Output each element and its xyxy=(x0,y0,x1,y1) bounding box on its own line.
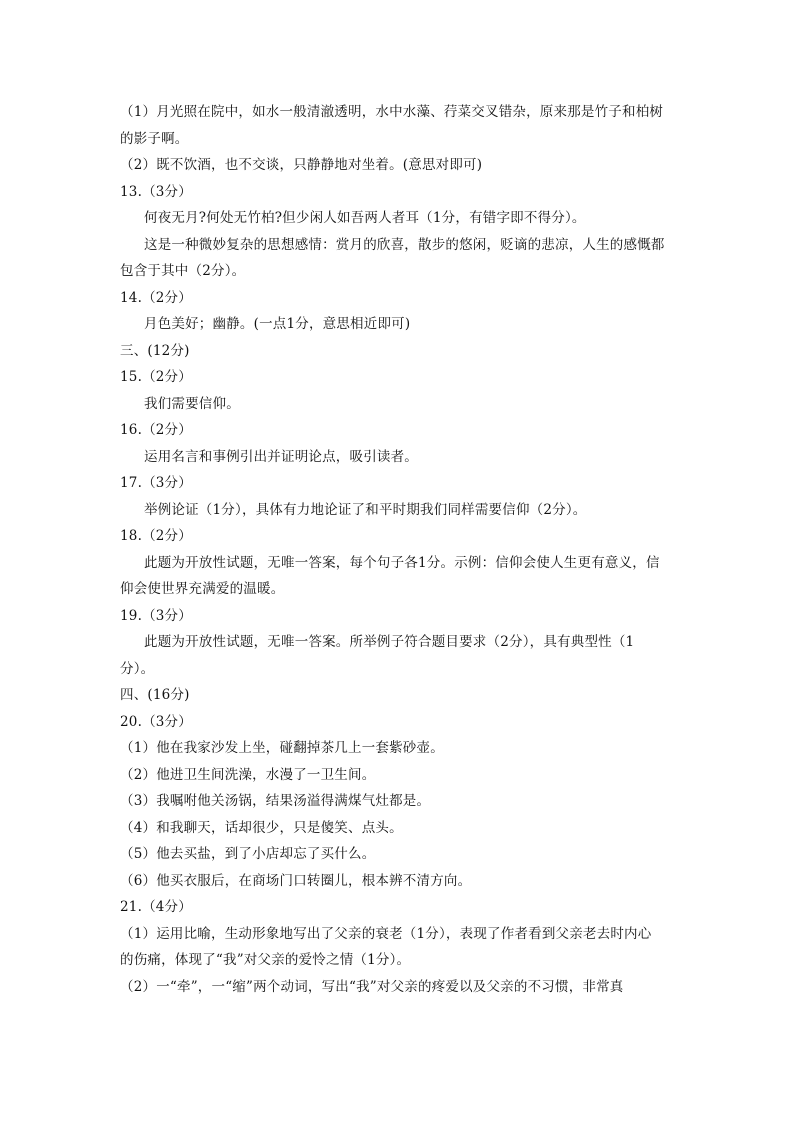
text-line: 17.（3分） xyxy=(120,475,192,491)
text-line: （5）他去买盐，到了小店却忘了买什么。 xyxy=(120,846,376,862)
text-line: 此题为开放性试题，无唯一答案。所举例子符合题目要求（2分），具有典型性（1 xyxy=(144,634,635,650)
text-line: 的影子啊。 xyxy=(120,130,189,147)
text-line: 21.（4分） xyxy=(120,899,192,915)
text-line: （2）一“牵”，一“缩”两个动词，写出“我”对父亲的疼爱以及父亲的不习惯，非常真 xyxy=(120,978,624,995)
text-line: （6）他买衣服后，在商场门口转圈儿，根本辨不清方向。 xyxy=(120,872,472,889)
text-line: 19.（3分） xyxy=(120,607,192,624)
text-line: 我们需要信仰。 xyxy=(144,395,240,412)
text-line: （1）运用比喻，生动形象地写出了父亲的衰老（1分），表现了作者看到父亲老去时内心 xyxy=(120,925,652,942)
text-line: （3）我嘱咐他关汤锅，结果汤溢得满煤气灶都是。 xyxy=(120,793,431,809)
answer-document xyxy=(120,99,680,1000)
text-line: 此题为开放性试题，无唯一答案，每个句子各1分。示例：信仰会使人生更有意义，信 xyxy=(144,554,660,571)
text-line: 四、(16分) xyxy=(120,687,190,703)
text-line: 三、(12分) xyxy=(120,342,190,359)
text-line: 15.（2分） xyxy=(120,369,192,385)
text-line: 14.（2分） xyxy=(120,289,192,306)
text-line: 16.（2分） xyxy=(120,422,192,438)
text-line: （1）他在我家沙发上坐，碰翻掉茶几上一套紫砂壶。 xyxy=(120,740,444,756)
text-line: 举例论证（1分），具体有力地论证了和平时期我们同样需要信仰（2分）。 xyxy=(144,501,587,518)
text-line: 这是一种微妙复杂的思想感情：赏月的欣喜，散步的悠闲，贬谪的悲凉，人生的感慨都 xyxy=(144,236,665,253)
text-line: 13.（3分） xyxy=(120,183,192,200)
text-line: 何夜无月?何处无竹柏?但少闲人如吾两人者耳（1分，有错字即不得分）。 xyxy=(144,210,586,226)
text-line: （4）和我聊天，话却很少，只是傻笑、点头。 xyxy=(120,819,403,836)
text-line: 分）。 xyxy=(120,660,155,677)
text-line: 包含于其中（2分）。 xyxy=(120,263,246,279)
text-line: （2）既不饮酒，也不交谈，只静静地对坐着。(意思对即可) xyxy=(120,157,483,173)
text-line: 月色美好；幽静。(一点1分，意思相近即可) xyxy=(144,316,411,332)
text-line: 18.（2分） xyxy=(120,528,192,544)
text-line: （2）他进卫生间洗澡，水漫了一卫生间。 xyxy=(120,766,376,783)
text-line: 的伤痛，体现了“我”对父亲的爱怜之情（1分）。 xyxy=(120,952,411,968)
text-line: 运用名言和事例引出并证明论点，吸引读者。 xyxy=(144,448,418,465)
text-line: （1）月光照在院中，如水一般清澈透明，水中水藻、荇菜交叉错杂，原来那是竹子和柏树 xyxy=(120,104,664,120)
text-line: 20.（3分） xyxy=(120,713,192,730)
text-line: 仰会使世界充满爱的温暖。 xyxy=(120,581,285,597)
